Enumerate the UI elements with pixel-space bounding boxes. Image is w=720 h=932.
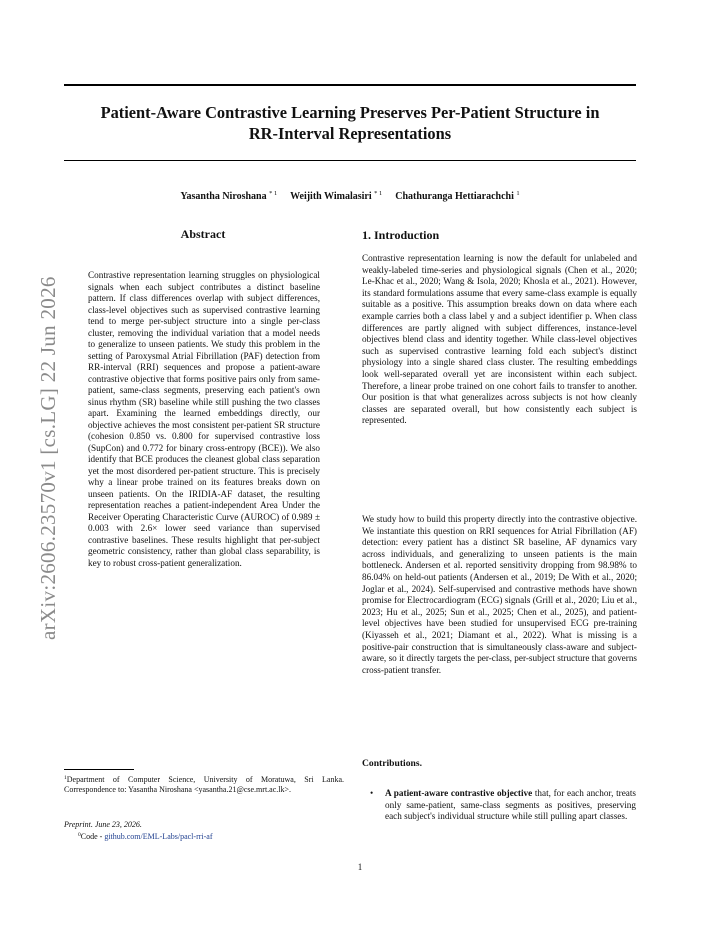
abstract-heading: Abstract [180, 227, 226, 241]
introduction-paragraph-2: We study how to build this property directly into the contrastive objective. We instantiate this question on RRI sequences for Atrial Fibrillation (AF) detection: every patient has a distinct SR baseline, AF dynamics vary across individuals, and generalizing to unseen patients is the main bottleneck. Andersen et al. reported sensitivity dropping from 98.98% to 86.04% on held-out patients (Andersen et al., 2019; De With et al., 2020; Joglar et al., 2024). Self-supervised and contrastive methods have shown promise for Electrocardiogram (ECG) signals (Grill et al., 2020; Liu et al., 2023; Hu et al., 2025; Sun et al., 2025; Chen et al., 2025), and patient-level objectives have been studied for unsupervised ECG pre-training (Kiyasseh et al., 2021; Diamant et al., 2022). What is missing is a positive-pair construction that is simultaneously class-aware and subject-aware, so it directly targets the per-class, per-subject structure that governs cross-patient transfer. [362, 514, 637, 675]
contribution-bullet [370, 788, 636, 823]
title-line-2: RR-Interval Representations [248, 124, 452, 143]
author-name: Weijith Wimalasiri [290, 191, 372, 202]
preprint-note [64, 820, 344, 842]
author-affiliation-mark: 1 [516, 190, 520, 197]
bullet-text [385, 788, 636, 823]
code-footnote-mark: 0 [78, 832, 81, 838]
affiliation-footnote [64, 773, 344, 795]
section-heading-introduction: 1. Introduction [362, 228, 440, 242]
author-name: Chathuranga Hettiarachchi [395, 191, 514, 202]
introduction-paragraph-1: Contrastive representation learning is now the default for unlabeled and weakly-labeled time-series and physiological signals (Chen et al., 2020; Le-Khac et al., 2020; Wang & Isola, 2020; Khosla et al., 2021). However, its standard formulations assume that every same-class example is equally suitable as a positive. This assumption breaks down on data where each example carries both a class label y and a subject identifier p. When class differences are partly aligned with subject differences, instance-level objectives blend class and identity together. While class-level objectives such as supervised contrastive learning fold each subject's distinct physiology into a single shared class cluster. The resulting embeddings look well-separated overall yet are inconsistent within each subject. Therefore, a linear probe trained on one cohort fails to transfer to another. Our position is that what generalizes across subjects is not how cleanly classes are separated overall, but how consistently each subject is represented. [362, 253, 637, 426]
arxiv-identifier-stamp: arXiv:2606.23570v1 [cs.LG] 22 Jun 2026 [36, 276, 60, 640]
preprint-date: Preprint. June 23, 2026. [64, 820, 142, 829]
author-name: Yasantha Niroshana [180, 191, 267, 202]
footnote-mark: 1 [64, 775, 67, 781]
bullet-body: that, for each anchor, treats only same-patient, same-class segments as positives, preserving each subject's individual structure while still pulling apart classes. [385, 788, 636, 822]
author-list [64, 187, 636, 203]
title-line-1: Patient-Aware Contrastive Learning Preserves Per-Patient Structure in [100, 103, 600, 122]
page-number: 1 [357, 862, 363, 872]
code-label: Code - [80, 832, 105, 841]
title-bottom-rule [64, 160, 636, 161]
footnote-rule [64, 769, 134, 770]
author-affiliation-mark: * 1 [374, 190, 383, 197]
affiliation-text: Department of Computer Science, University of Moratuwa, Sri Lanka. Correspondence to: Yasantha Niroshana <yasantha.21@cse.mrt.ac.lk>. [64, 775, 344, 794]
contributions-heading: Contributions. [362, 758, 422, 769]
code-repository-link[interactable]: github.com/EML-Labs/pacl-rri-af [104, 832, 213, 841]
author-affiliation-mark: * 1 [269, 190, 278, 197]
abstract-text: Contrastive representation learning struggles on physiological signals when each subject contributes a distinct baseline pattern. If class differences overlap with subject differences, class-level objectives such as supervised contrastive learning tend to merge per-subject structure into a single per-class cluster, removing the individual variation that a model needs to generalize to unseen patients. We study this problem in the setting of Paroxysmal Atrial Fibrillation (PAF) detection from RR-interval (RRI) sequences and propose a patient-aware contrastive objective that forms positive pairs only from same-patient, same-class segments, preserving each patient's own sinus rhythm (SR) baseline while still pushing the two classes apart. Examining the learned embeddings directly, our objective achieves the most consistent per-patient SR structure (cohesion 0.850 vs. 0.800 for supervised contrastive loss (SupCon) and 0.772 for binary cross-entropy (BCE)). We also identify that BCE produces the cleanest global class separation yet the most disordered per-patient structure. This is precisely why a linear probe trained on its features breaks down on unseen patients. On the IRIDIA-AF dataset, the resulting representation reaches a patient-independent Area Under the Receiver Operating Characteristic Curve (AUROC) of 0.989 ± 0.003 with 2.6× lower seed variance than supervised contrastive baselines. These results highlight that per-subject geometric consistency, rather than global class separability, is key to robust cross-patient generalization. [88, 270, 320, 568]
title-top-rule [64, 84, 636, 86]
code-footnote [64, 830, 344, 842]
paper-title [64, 102, 636, 144]
bullet-bold-lead: A patient-aware contrastive objective [385, 788, 533, 798]
bullet-marker: • [370, 788, 374, 798]
